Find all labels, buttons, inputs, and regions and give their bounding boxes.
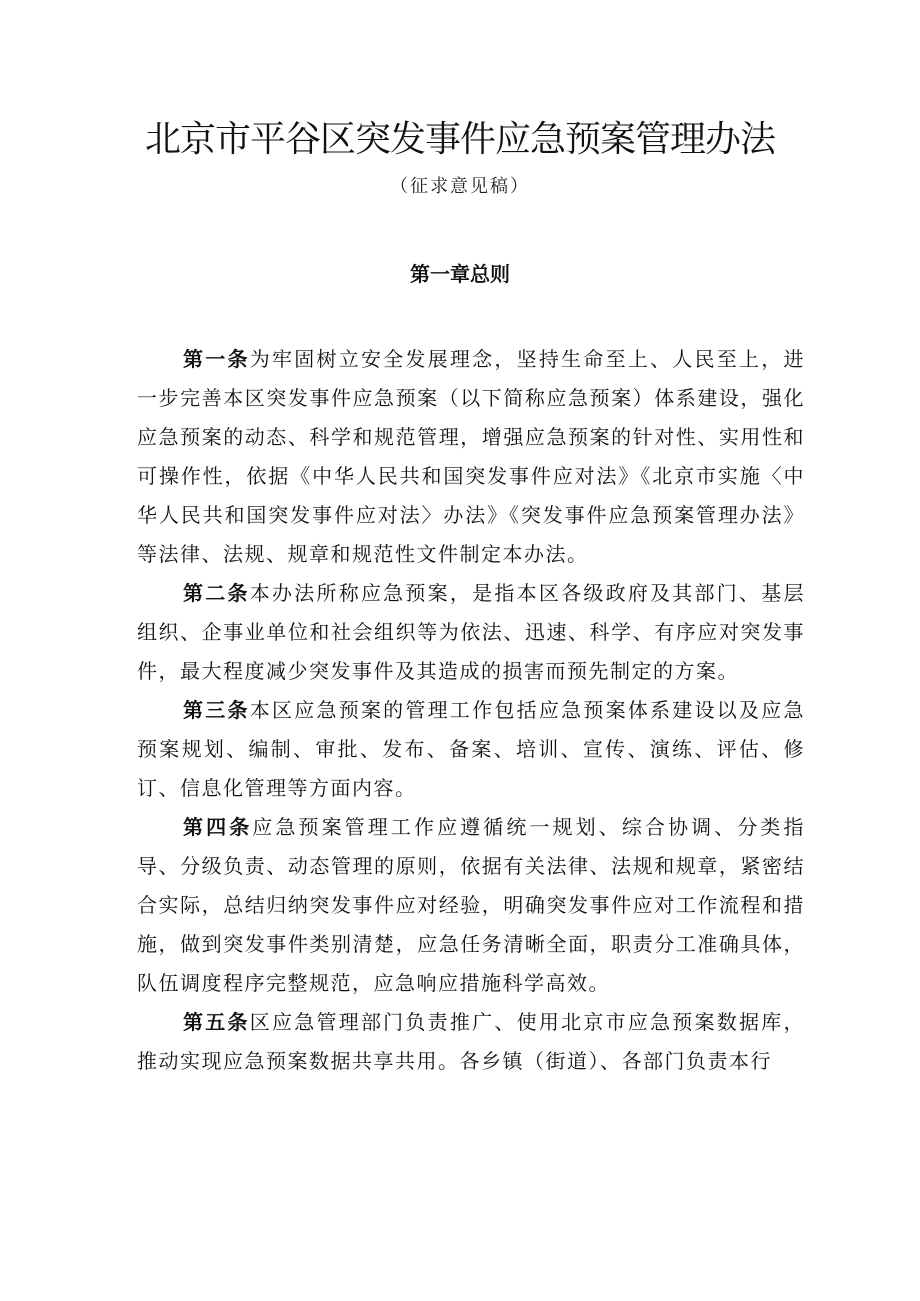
- article-label: 第五条: [183, 1010, 250, 1034]
- article-4: [137, 808, 805, 1003]
- chapter-heading: 第一章总则: [410, 262, 510, 286]
- article-label: 第四条: [183, 815, 253, 839]
- document-body: [137, 340, 805, 1081]
- article-text: 本办法所称应急预案，是指本区各级政府及其部门、基层组织、企事业单位和社会组织等为依法、迅速、科学、有序应对突发事件，最大程度减少突发事件及其造成的损害而预先制定的方案。: [137, 581, 806, 683]
- article-label: 第一条: [183, 347, 250, 371]
- article-5: [137, 1003, 805, 1081]
- article-text: 为牢固树立安全发展理念，坚持生命至上、人民至上，进一步完善本区突发事件应急预案（以下简称应急预案）体系建设，强化应急预案的动态、科学和规范管理，增强应急预案的针对性、实用性和可操作性，依据《中华人民共和国突发事件应对法》《北京市实施〈中华人民共和国突发事件应对法〉办法》《突发事件应急预案管理办法》等法律、法规、规章和规范性文件制定本办法。: [137, 347, 806, 566]
- document-subtitle: （征求意见稿）: [390, 176, 530, 197]
- article-text: 区应急管理部门负责推广、使用北京市应急预案数据库，推动实现应急预案数据共享共用。各乡镇（街道）、各部门负责本行: [137, 1010, 806, 1073]
- article-label: 第三条: [183, 698, 250, 722]
- article-3: [137, 691, 805, 808]
- article-label: 第二条: [183, 581, 250, 605]
- article-text: 应急预案管理工作应遵循统一规划、综合协调、分类指导、分级负责、动态管理的原则，依据有关法律、法规和规章，紧密结合实际，总结归纳突发事件应对经验，明确突发事件应对工作流程和措施，做到突发事件类别清楚，应急任务清晰全面，职责分工准确具体，队伍调度程序完整规范，应急响应措施科学高效。: [137, 815, 806, 995]
- article-text: 本区应急预案的管理工作包括应急预案体系建设以及应急预案规划、编制、审批、发布、备案、培训、宣传、演练、评估、修订、信息化管理等方面内容。: [137, 698, 806, 800]
- article-1: [137, 340, 805, 574]
- article-2: [137, 574, 805, 691]
- document-title: 北京市平谷区突发事件应急预案管理办法: [144, 119, 775, 160]
